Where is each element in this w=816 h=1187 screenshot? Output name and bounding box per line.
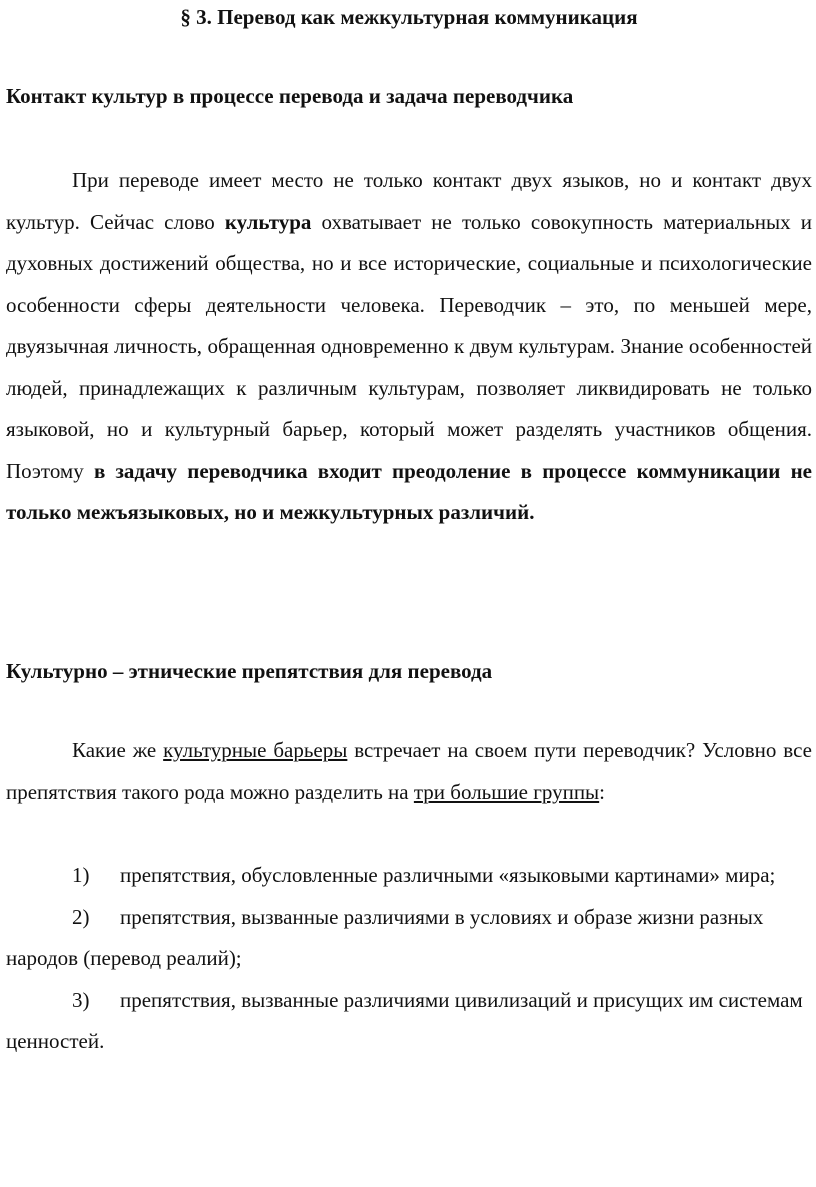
paragraph-text: охватывает не только совокупность материальных и духовных достижений общества, но и все исторические, социальные и психологические особенности сферы деятельности человека. Переводчик – это, по меньшей мере, двуязычная личность, обращенная одновременно к двум культурам. Знание особенностей людей, принадлежащих к различным культурам, позволяет ликвидировать не только языковой, но и культурный барьер, который может разделять участников общения. Поэтому — [6, 209, 812, 483]
obstacles-list — [6, 855, 812, 1063]
list-item — [6, 855, 812, 897]
list-item-number: 3) — [72, 987, 90, 1012]
list-item-number: 2) — [72, 904, 90, 929]
translator-task-statement: в задачу переводчика входит преодоление в процессе коммуникации не только межъязыковых, но и межкультурных различий. — [6, 458, 812, 524]
paragraph-text: Какие же — [72, 738, 164, 762]
term-culture: культура — [224, 209, 312, 234]
list-item-text: препятствия, вызванные различиями в условиях и образе жизни разных народов (перевод реалий); — [6, 904, 764, 970]
list-item-number: 1) — [72, 863, 90, 887]
paragraph-culture-contact — [6, 160, 812, 534]
term-cultural-barriers: культурные барьеры — [163, 738, 348, 762]
subheading-culture-contact: Контакт культур в процессе перевода и задача переводчика — [6, 84, 574, 108]
list-item — [6, 897, 812, 980]
paragraph-cultural-barriers — [6, 730, 812, 813]
list-item-text: препятствия, вызванные различиями цивилизаций и присущих им системам ценностей. — [6, 987, 803, 1053]
section-title: § 3. Перевод как межкультурная коммуникация — [180, 5, 638, 29]
paragraph-text: встречает на своем пути переводчик? Условно все препятствия такого рода можно разделить на — [6, 738, 812, 804]
term-three-groups: три большие группы — [413, 779, 600, 804]
list-item-text: препятствия, обусловленные различными «языковыми картинами» мира; — [120, 863, 776, 887]
paragraph-text: : — [599, 779, 606, 804]
paragraph-text: При переводе имеет место не только контакт двух языков, но и контакт двух культур. Сейчас слово — [6, 168, 812, 234]
subheading-ethnic-obstacles: Культурно – этнические препятствия для перевода — [6, 659, 493, 683]
list-item — [6, 980, 812, 1063]
